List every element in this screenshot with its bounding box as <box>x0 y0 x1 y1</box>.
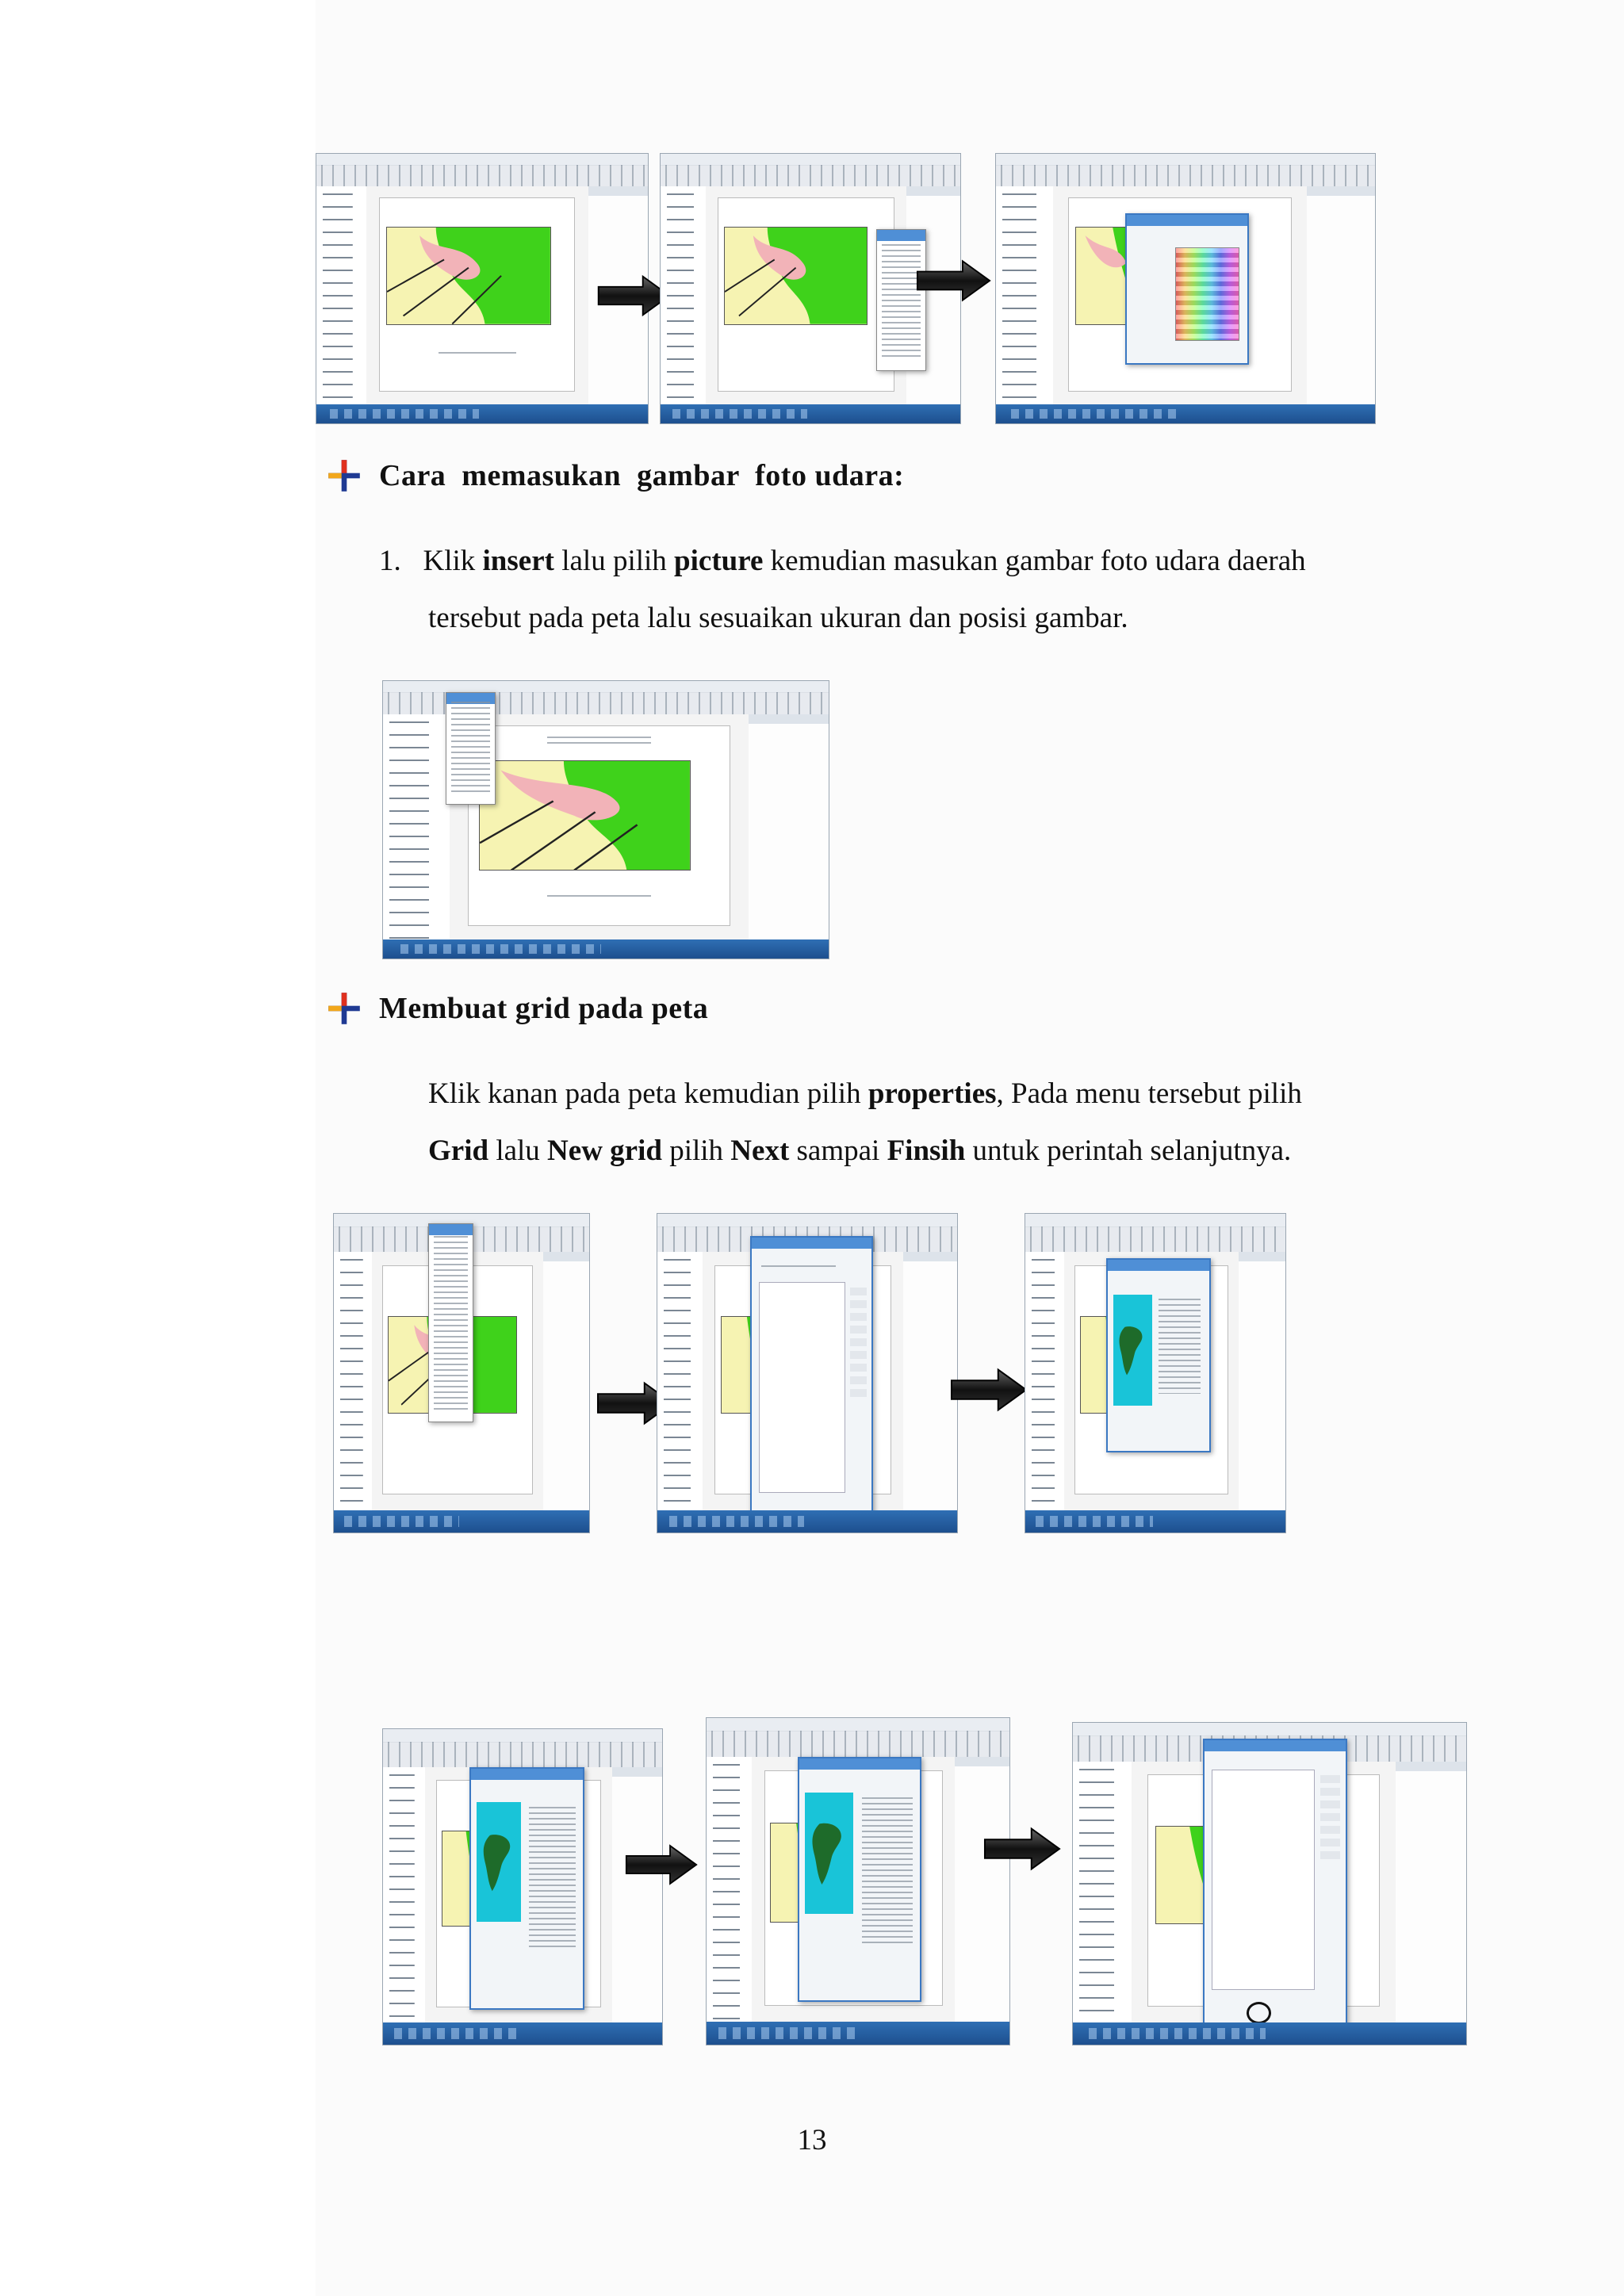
step-number: 1. <box>379 545 401 577</box>
ok-button-highlight <box>1247 2002 1271 2024</box>
plus-bullet-icon <box>327 991 362 1026</box>
right-arrow-icon <box>950 1362 1028 1418</box>
world-preview-image <box>1113 1295 1152 1406</box>
data-frame-properties-dialog <box>750 1236 873 1517</box>
color-selector-dialog <box>1125 213 1250 365</box>
color-palette <box>1175 247 1240 341</box>
screenshot-arcmap-grid-wizard <box>1025 1213 1286 1533</box>
right-arrow-icon <box>625 1839 698 1890</box>
screenshot-arcmap-grids-tab <box>657 1213 958 1533</box>
step-1-paragraph: 1. Klik insert lalu pilih picture kemudian masukan gambar foto udara daerah tersebut pada peta lalu sesuaikan ukuran dan posisi gambar. <box>379 545 1306 634</box>
map-thumbnail <box>386 227 551 325</box>
screenshot-arcmap-grid-finish <box>1072 1722 1467 2045</box>
data-frame-properties-dialog <box>1203 1739 1348 2031</box>
section-heading-aerial-photo: Cara memasukan gambar foto udara: <box>379 459 905 492</box>
screenshot-arcmap-grid-style <box>382 1728 663 2045</box>
grids-and-graticules-wizard <box>798 1757 922 2002</box>
context-menu <box>428 1223 473 1422</box>
screenshot-arcmap-color-picker <box>995 153 1376 424</box>
grids-and-graticules-wizard <box>1106 1258 1211 1452</box>
right-arrow-icon <box>983 1820 1061 1877</box>
screenshot-arcmap-grid-labels <box>706 1717 1010 2045</box>
page-number: 13 <box>797 2124 827 2156</box>
insert-menu <box>446 692 496 805</box>
plus-bullet-icon <box>327 458 362 493</box>
screenshot-arcmap-insert-picture <box>382 680 829 959</box>
map-thumbnail <box>479 760 691 871</box>
screenshot-arcmap-properties-menu <box>333 1213 590 1533</box>
right-arrow-icon <box>916 252 991 309</box>
grids-and-graticules-wizard <box>469 1767 584 2010</box>
grid-instructions-paragraph: Klik kanan pada peta kemudian pilih properties, Pada menu tersebut pilih Grid lalu New grid pilih Next sampai Finsih untuk perintah selanjutnya. <box>428 1077 1302 1167</box>
world-preview-image <box>805 1793 853 1913</box>
section-heading-grid: Membuat grid pada peta <box>379 992 709 1025</box>
world-preview-image <box>477 1802 521 1922</box>
map-thumbnail <box>724 227 868 325</box>
